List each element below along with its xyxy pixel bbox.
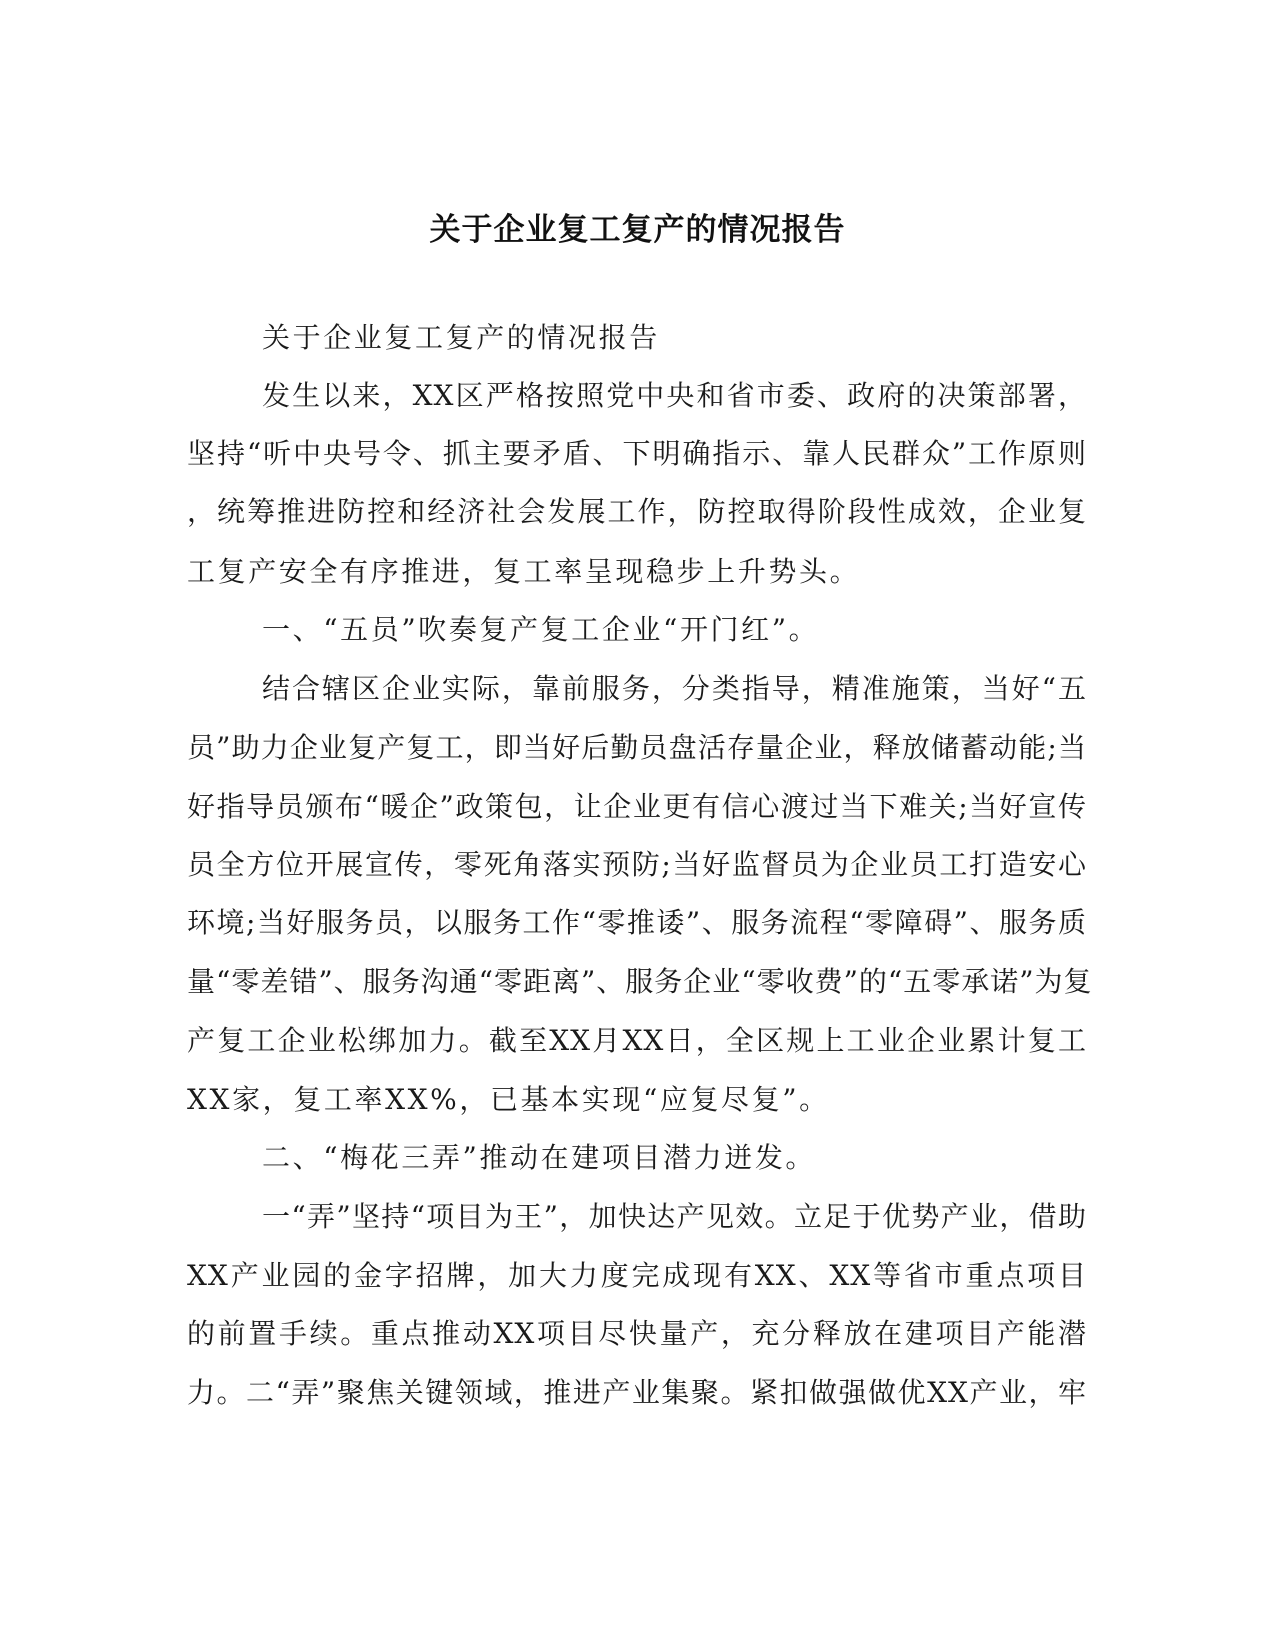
text-line: 发生以来，XX区严格按照党中央和省市委、政府的决策部署，	[262, 379, 1087, 412]
text-line: 员”助力企业复产复工，即当好后勤员盘活存量企业，释放储蓄动能;当	[187, 731, 1087, 764]
text-line: 一“弄”坚持“项目为王”，加快达产见效。立足于优势产业，借助	[262, 1200, 1087, 1233]
text-line: 好指导员颁布“暖企”政策包，让企业更有信心渡过当下难关;当好宣传	[187, 790, 1087, 823]
text-line: 产复工企业松绑加力。截至XX月XX日，全区规上工业企业累计复工	[187, 1024, 1087, 1057]
text-line: 员全方位开展宣传，零死角落实预防;当好监督员为企业员工打造安心	[187, 848, 1087, 881]
document-title: 关于企业复工复产的情况报告	[429, 212, 846, 248]
text-line: 环境;当好服务员，以服务工作“零推诿”、服务流程“零障碍”、服务质	[187, 906, 1087, 939]
text-line: 工复产安全有序推进，复工率呈现稳步上升势头。	[187, 555, 861, 588]
text-line: 的前置手续。重点推动XX项目尽快量产，充分释放在建项目产能潜	[187, 1317, 1087, 1350]
text-line: XX产业园的金字招牌，加大力度完成现有XX、XX等省市重点项目	[187, 1259, 1087, 1292]
text-line: 关于企业复工复产的情况报告	[262, 321, 660, 354]
text-line: 二、“梅花三弄”推动在建项目潜力迸发。	[262, 1141, 817, 1174]
text-line: 量“零差错”、服务沟通“零距离”、服务企业“零收费”的“五零承诺”为复	[187, 965, 1093, 998]
text-line: 坚持“听中央号令、抓主要矛盾、下明确指示、靠人民群众”工作原则	[187, 437, 1087, 470]
text-line: 结合辖区企业实际，靠前服务，分类指导，精准施策，当好“五	[262, 672, 1087, 705]
text-line: XX家，复工率XX%，已基本实现“应复尽复”。	[187, 1083, 830, 1116]
text-line: ，统筹推进防控和经济社会发展工作，防控取得阶段性成效，企业复	[187, 495, 1087, 528]
text-line: 力。二“弄”聚焦关键领域，推进产业集聚。紧扣做强做优XX产业，牢	[187, 1376, 1087, 1409]
text-line: 一、“五员”吹奏复产复工企业“开门红”。	[262, 613, 820, 646]
